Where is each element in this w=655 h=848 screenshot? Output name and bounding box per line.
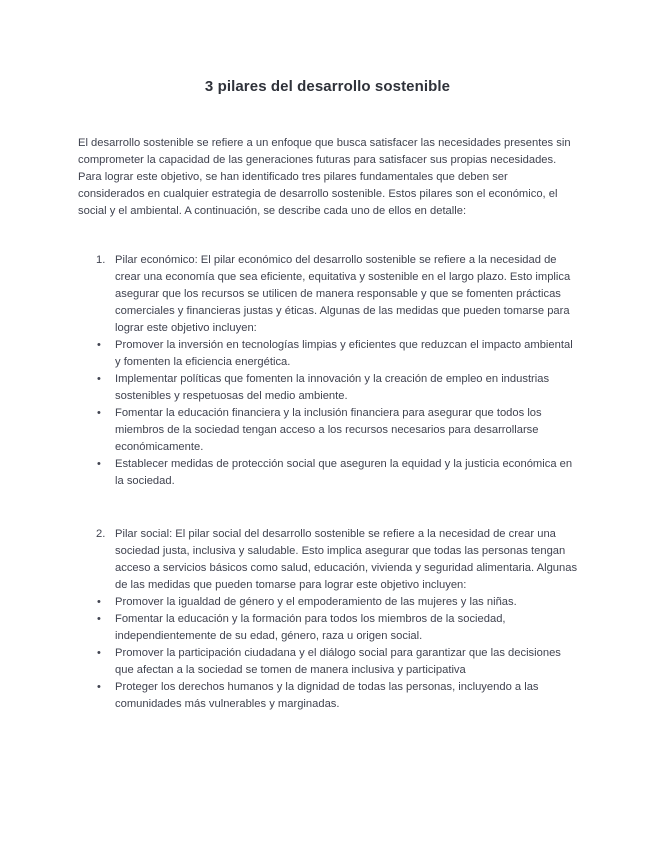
- bullet-icon: •: [97, 407, 101, 419]
- item-text: Pilar social: El pilar social del desarrollo sostenible se refiere a la necesidad de crear una sociedad justa, inclusiva y saludable. Esto implica asegurar que todas las personas tengan acceso a servicios básicos como salud, educación, vivienda y seguridad alimentaria. Algunas de las medidas que pueden tomarse para lograr este objetivo incluyen:: [115, 528, 578, 591]
- list-item: [96, 611, 578, 645]
- list-item: [96, 337, 578, 371]
- bullet-list: [96, 337, 578, 490]
- item-text: Pilar económico: El pilar económico del desarrollo sostenible se refiere a la necesidad de crear una economía que sea eficiente, equitativa y sostenible en el largo plazo. Esto implica asegurar que los recursos se utilicen de manera responsable y que se fomenten prácticas comerciales y financieras justas y éticas. Algunas de las medidas que pueden tomarse para lograr este objetivo incluyen:: [115, 254, 571, 334]
- bullet-icon: •: [97, 613, 101, 625]
- item-number: 1.: [96, 254, 106, 266]
- list-item: [96, 371, 578, 405]
- bullet-icon: •: [97, 596, 101, 608]
- bullet-text: Fomentar la educación y la formación para todos los miembros de la sociedad, independientemente de su edad, género, raza u origen social.: [115, 613, 506, 642]
- section-social: [96, 526, 578, 713]
- section-economic: [96, 252, 578, 490]
- bullet-text: Promover la igualdad de género y el empoderamiento de las mujeres y las niñas.: [115, 596, 517, 608]
- bullet-text: Fomentar la educación financiera y la inclusión financiera para asegurar que todos los miembros de la sociedad tengan acceso a los recursos necesarios para desarrollarse económicamente.: [115, 407, 542, 453]
- intro-paragraph: El desarrollo sostenible se refiere a un enfoque que busca satisfacer las necesidades presentes sin comprometer la capacidad de las generaciones futuras para satisfacer sus propias necesidades. Para lograr este objetivo, se han identificado tres pilares fundamentales que deben ser considerados en cualquier estrategia de desarrollo sostenible. Estos pilares son el económico, el social y el ambiental. A continuación, se describe cada uno de ellos en detalle:: [78, 137, 571, 217]
- bullet-text: Promover la participación ciudadana y el diálogo social para garantizar que las decisiones que afectan a la sociedad se tomen de manera inclusiva y participativa: [115, 647, 561, 676]
- bullet-icon: •: [97, 681, 101, 693]
- bullet-text: Proteger los derechos humanos y la dignidad de todas las personas, incluyendo a las comunidades más vulnerables y marginadas.: [115, 681, 539, 710]
- bullet-text: Implementar políticas que fomenten la innovación y la creación de empleo en industrias sostenibles y respetuosas del medio ambiente.: [115, 373, 550, 402]
- numbered-item: [96, 252, 578, 337]
- bullet-icon: •: [97, 458, 101, 470]
- bullet-icon: •: [97, 647, 101, 659]
- bullet-text: Establecer medidas de protección social que aseguren la equidad y la justicia económica en la sociedad.: [115, 458, 573, 487]
- list-item: [96, 405, 578, 456]
- bullet-text: Promover la inversión en tecnologías limpias y eficientes que reduzcan el impacto ambiental y fomenten la eficiencia energética.: [115, 339, 573, 368]
- document-title: 3 pilares del desarrollo sostenible: [204, 78, 451, 95]
- list-item: [96, 679, 578, 713]
- bullet-list: [96, 594, 578, 713]
- item-number: 2.: [96, 528, 106, 540]
- bullet-icon: •: [97, 373, 101, 385]
- bullet-icon: •: [97, 339, 101, 351]
- list-item: [96, 456, 578, 490]
- list-item: [96, 594, 578, 611]
- numbered-item: [96, 526, 578, 594]
- list-item: [96, 645, 578, 679]
